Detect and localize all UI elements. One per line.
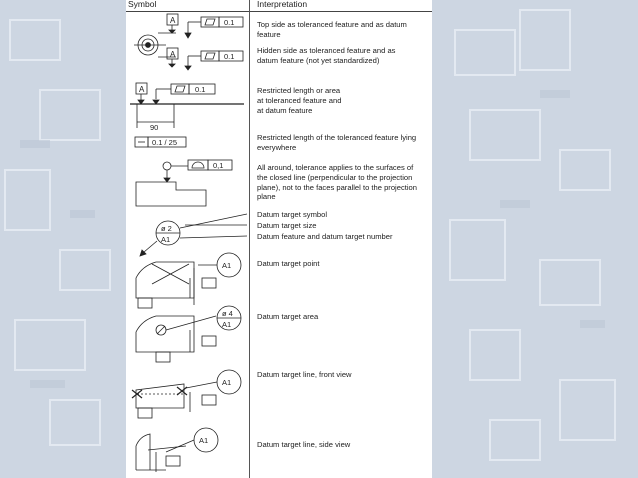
row-text: Datum target line, front view <box>257 370 352 379</box>
row-text: Datum target line, side view <box>257 440 351 449</box>
target-number: A1 <box>222 378 232 387</box>
datum-target-symbol <box>140 214 247 256</box>
reference-sheet <box>126 0 432 478</box>
tolerance-value: 0,1 <box>213 161 224 170</box>
symbol-column-header: Symbol <box>128 0 157 9</box>
datum-target-line-side-symbol <box>136 428 218 472</box>
circle-datum-symbol <box>134 14 243 70</box>
datum-target-area-symbol <box>136 306 241 362</box>
target-number: A1 <box>222 261 232 270</box>
row-text: All around, tolerance applies to the surfaces of the closed line (perpendicular to the projection plane), not to the faces parallel to the projection plane <box>257 163 417 202</box>
area-size: ø 4 <box>222 309 233 318</box>
per-unit-value: 0.1 / 25 <box>152 138 178 147</box>
row-text: Hidden side as toleranced feature and as datum feature (not yet standardized) <box>257 46 396 65</box>
row-text: Restricted length or area at toleranced feature and at datum feature <box>257 86 342 115</box>
target-number: A1 <box>161 235 171 244</box>
row-text: Restricted length of the toleranced feature lying everywhere <box>257 133 417 152</box>
row-text: Datum target symbol <box>257 210 328 219</box>
row-text: Datum target point <box>257 259 320 268</box>
target-size: ø 2 <box>161 224 172 233</box>
row-text: Datum target area <box>257 312 319 321</box>
datum-letter: A <box>139 85 145 94</box>
row-text: Top side as toleranced feature and as datum feature <box>257 20 407 39</box>
datum-target-line-front-symbol <box>132 370 241 418</box>
interpretation-column-header: Interpretation <box>257 0 308 9</box>
tolerance-value: 0.1 <box>195 85 206 94</box>
row-text: Datum target size <box>257 221 317 230</box>
datum-letter: A <box>170 50 176 59</box>
restricted-length-value: 90 <box>150 123 159 132</box>
tolerance-value: 0.1 <box>224 52 235 61</box>
restricted-length-symbol <box>130 83 244 132</box>
restricted-length-frame <box>135 137 186 147</box>
symbol-drawings <box>126 0 250 478</box>
all-around-symbol <box>136 160 232 206</box>
datum-letter: A <box>170 16 176 25</box>
target-number: A1 <box>222 320 232 329</box>
target-number: A1 <box>199 436 209 445</box>
row-text: Datum feature and datum target number <box>257 232 393 241</box>
tolerance-value: 0.1 <box>224 18 235 27</box>
datum-target-point-symbol <box>136 253 241 308</box>
